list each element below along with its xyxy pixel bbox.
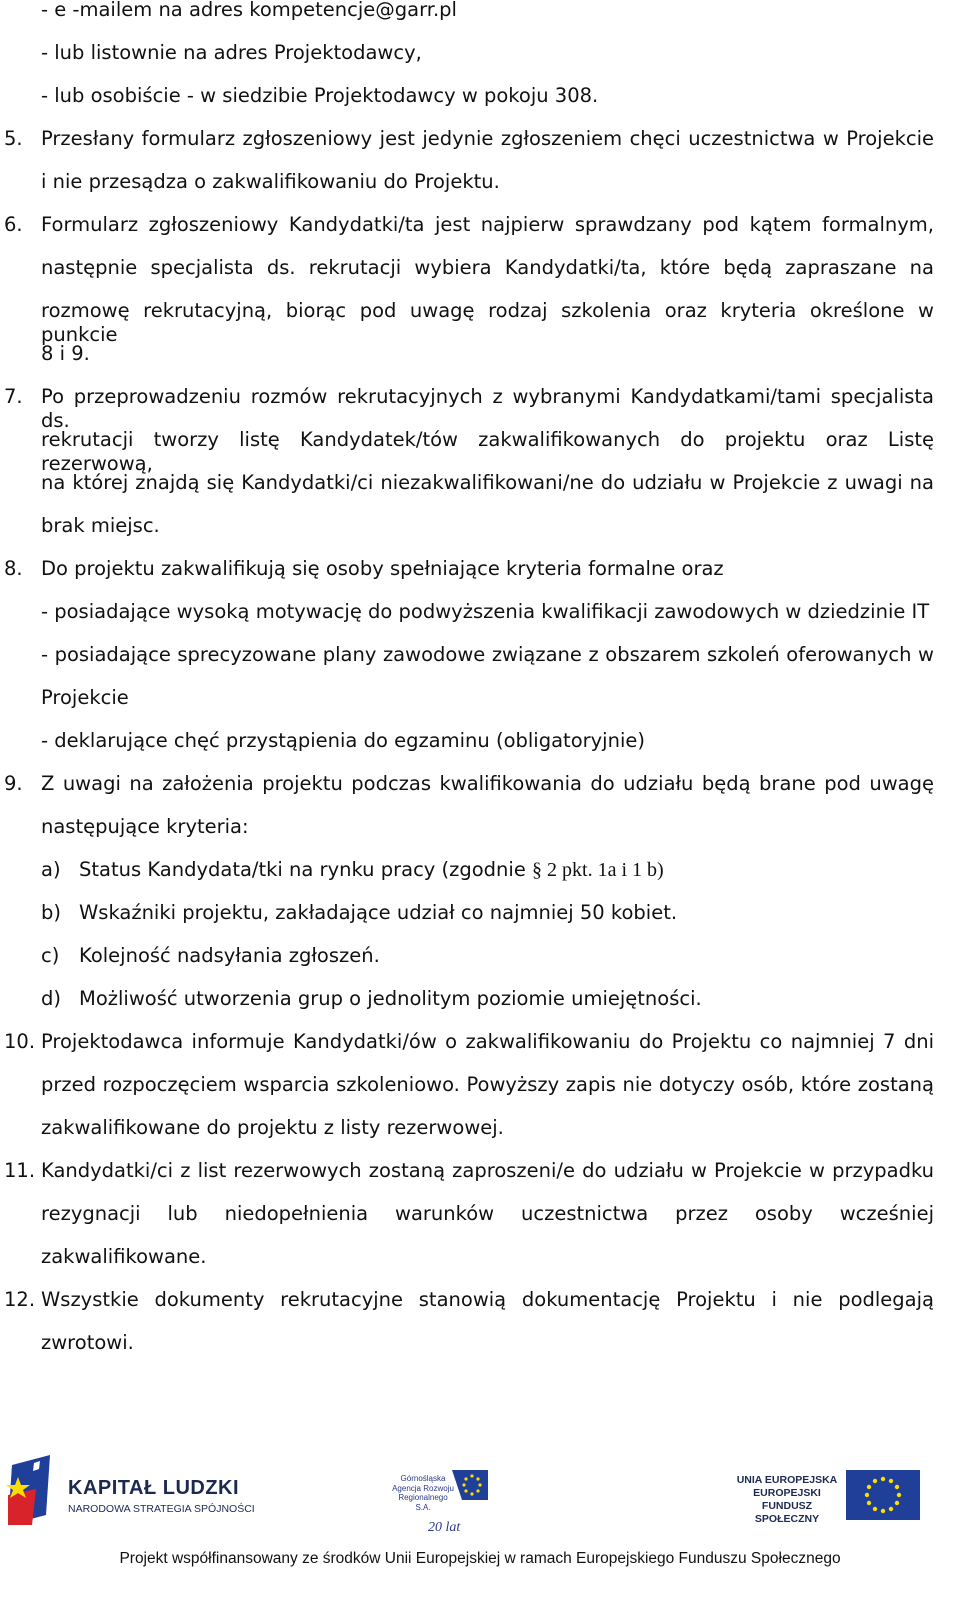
kapital-ludzki-emblem-icon: [6, 1455, 54, 1527]
page-footer: [0, 1450, 960, 1608]
kapital-ludzki-logo: [6, 1455, 266, 1535]
sub-item-letter: c): [41, 944, 60, 967]
item-text: rezygnacji lub niedopełnienia warunków uczestnictwa przez osoby wcześniej: [41, 1202, 934, 1225]
intro-line: - e -mailem na adres kompetencje@garr.pl: [41, 0, 457, 21]
item-text: Z uwagi na założenia projektu podczas kwalifikowania do udziału będą brane pod uwagę: [41, 772, 934, 795]
cofinancing-note: Projekt współfinansowany ze środków Unii Europejskiej w ramach Europejskiego Funduszu Społecznego: [119, 1550, 841, 1567]
item-text: Kandydatki/ci z list rezerwowych zostaną zaproszeni/e do udziału w Projekcie w przypadku: [41, 1159, 934, 1182]
item-text: zwrotowi.: [41, 1331, 134, 1354]
item-number: 10.: [4, 1030, 36, 1053]
sub-item-reference: § 2 pkt. 1a i 1 b): [532, 859, 664, 881]
eu-flag-icon: [846, 1470, 920, 1520]
kapital-ludzki-subtitle: NARODOWA STRATEGIA SPÓJNOŚCI: [68, 1503, 255, 1515]
item-text: Wszystkie dokumenty rekrutacyjne stanowią dokumentację Projektu i nie podlegają: [41, 1288, 934, 1311]
intro-line: - lub osobiście - w siedzibie Projektodawcy w pokoju 308.: [41, 84, 599, 107]
sub-item-text: Wskaźniki projektu, zakładające udział co najmniej 50 kobiet.: [79, 901, 678, 924]
sub-item-text: Możliwość utworzenia grup o jednolitym poziomie umiejętności.: [79, 987, 702, 1010]
sub-item-letter: d): [41, 987, 61, 1010]
item-text: następnie specjalista ds. rekrutacji wybiera Kandydatki/ta, które będą zapraszane na: [41, 256, 934, 279]
kapital-ludzki-title: KAPITAŁ LUDZKI: [68, 1477, 240, 1499]
garr-logo: [392, 1464, 502, 1544]
item-text: zakwalifikowane.: [41, 1245, 207, 1268]
item-number: 8.: [4, 557, 23, 580]
item-text: przed rozpoczęciem wsparcia szkoleniowo. Powyższy zapis nie dotyczy osób, które zostaną: [41, 1073, 934, 1096]
item-number: 12.: [4, 1288, 36, 1311]
item-text: - deklarujące chęć przystąpienia do egzaminu (obligatoryjnie): [41, 729, 645, 752]
garr-flag-icon: [452, 1470, 488, 1500]
item-text: Projektodawca informuje Kandydatki/ów o zakwalifikowaniu do Projektu co najmniej 7 dni: [41, 1030, 934, 1053]
sub-item-main: Status Kandydata/tki na rynku pracy (zgodnie: [79, 858, 533, 881]
item-text: Po przeprowadzeniu rozmów rekrutacyjnych z wybranymi Kandydatkami/tami specjalista ds.: [41, 385, 934, 432]
item-text: rekrutacji tworzy listę Kandydatek/tów zakwalifikowanych do projektu oraz Listę rezerwową,: [41, 428, 934, 475]
item-text: brak miejsc.: [41, 514, 160, 537]
item-text: Projekcie: [41, 686, 129, 709]
garr-name: Górnośląska Agencja Rozwoju Regionalnego S.A.: [392, 1474, 454, 1512]
item-number: 11.: [4, 1159, 36, 1182]
eu-logo: [732, 1470, 924, 1530]
item-text: następujące kryteria:: [41, 815, 249, 838]
item-text: Formularz zgłoszeniowy Kandydatki/ta jest najpierw sprawdzany pod kątem formalnym,: [41, 213, 934, 236]
garr-anniversary: 20 lat: [428, 1520, 461, 1535]
item-text: - posiadające wysoką motywację do podwyższenia kwalifikacji zawodowych w dziedzinie IT: [41, 600, 930, 623]
item-text: rozmowę rekrutacyjną, biorąc pod uwagę rodzaj szkolenia oraz kryteria określone w punkcie: [41, 299, 934, 346]
item-text: zakwalifikowane do projektu z listy rezerwowej.: [41, 1116, 504, 1139]
item-number: 6.: [4, 213, 23, 236]
item-number: 9.: [4, 772, 23, 795]
item-number: 7.: [4, 385, 23, 408]
item-text: Do projektu zakwalifikują się osoby spełniające kryteria formalne oraz: [41, 557, 724, 580]
item-text: Przesłany formularz zgłoszeniowy jest jedynie zgłoszeniem chęci uczestnictwa w Projekcie: [41, 127, 934, 150]
sub-item-letter: b): [41, 901, 61, 924]
item-text: na której znajdą się Kandydatki/ci niezakwalifikowani/ne do udziału w Projekcie z uwagi na: [41, 471, 934, 494]
sub-item-letter: a): [41, 858, 61, 881]
sub-item-text: Kolejność nadsyłania zgłoszeń.: [79, 944, 380, 967]
eu-fund-name: UNIA EUROPEJSKA EUROPEJSKI FUNDUSZ SPOŁECZNY: [736, 1474, 838, 1525]
item-text: - posiadające sprecyzowane plany zawodowe związane z obszarem szkoleń oferowanych w: [41, 643, 934, 666]
item-text: i nie przesądza o zakwalifikowaniu do Projektu.: [41, 170, 500, 193]
item-text: 8 i 9.: [41, 342, 90, 365]
item-number: 5.: [4, 127, 23, 150]
sub-item-text: [79, 858, 664, 882]
intro-line: - lub listownie na adres Projektodawcy,: [41, 41, 422, 64]
